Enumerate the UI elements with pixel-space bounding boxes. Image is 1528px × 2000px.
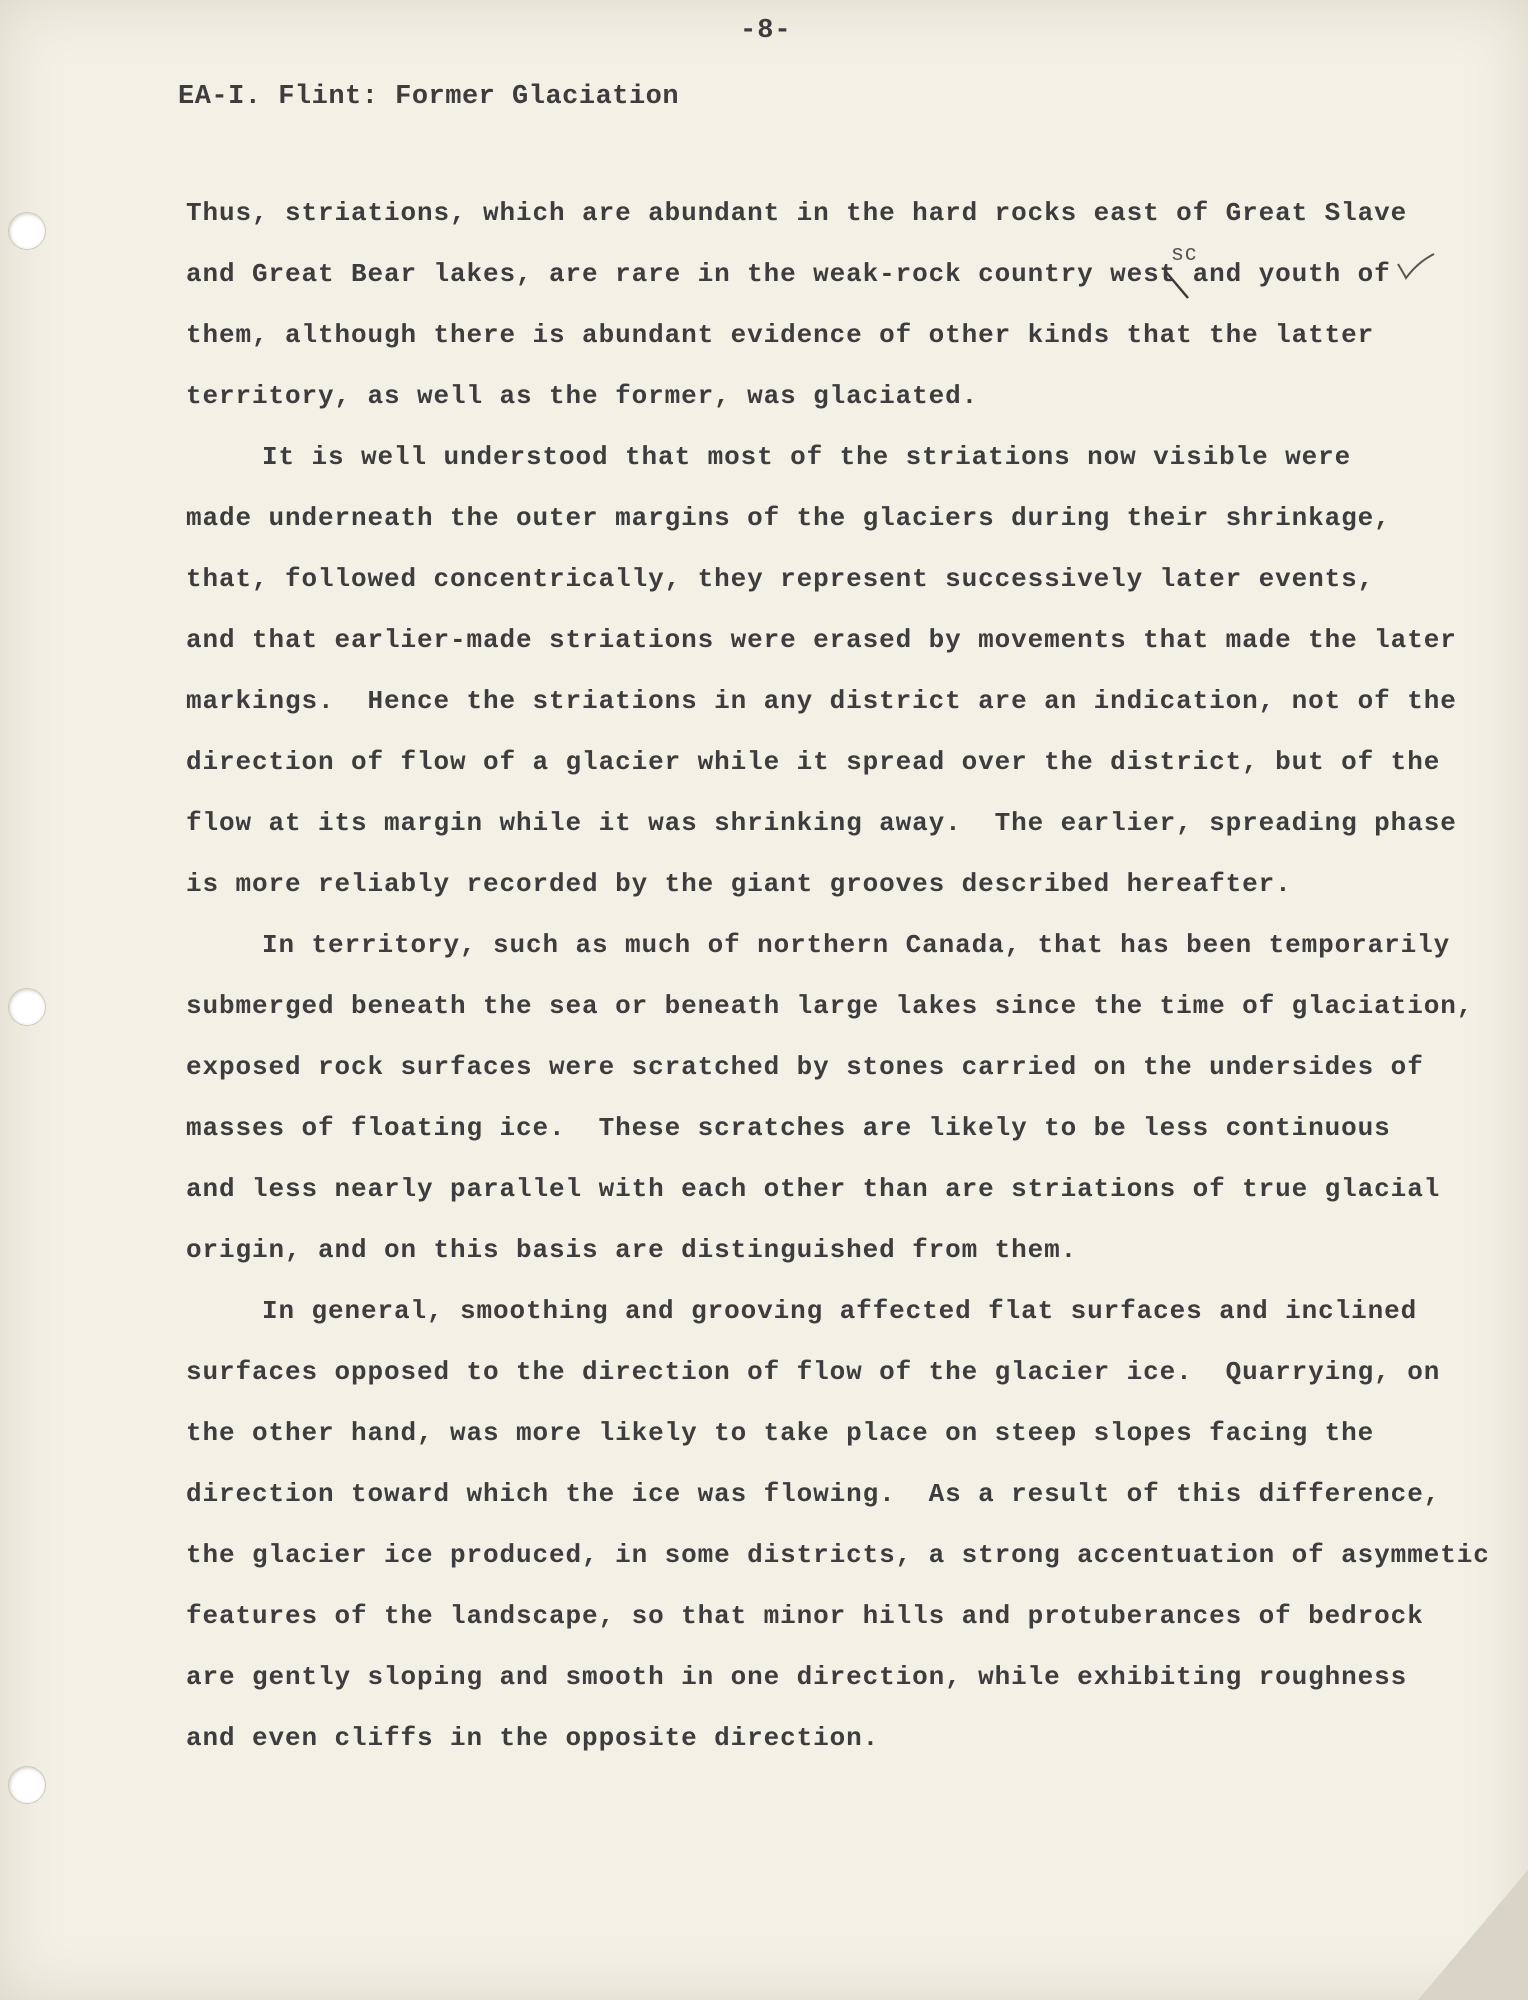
text-line: and Great Bear lakes, are rare in the weak-rock country west and youth of <box>186 259 1391 289</box>
text-line: markings. Hence the striations in any district are an indication, not of the <box>186 686 1457 716</box>
text-line: and that earlier-made striations were erased by movements that made the later <box>186 625 1457 655</box>
checkmark-icon <box>1396 252 1436 282</box>
handwritten-insertion: sc <box>1172 240 1198 265</box>
text-line: Thus, striations, which are abundant in the hard rocks east of Great Slave <box>186 198 1408 228</box>
text-line: features of the landscape, so that minor hills and protuberances of bedrock <box>186 1601 1424 1631</box>
text-line: territory, as well as the former, was glaciated. <box>186 381 979 411</box>
text-line: them, although there is abundant evidence of other kinds that the latter <box>186 320 1375 350</box>
text-line: made underneath the outer margins of the glaciers during their shrinkage, <box>186 503 1391 533</box>
text-line: flow at its margin while it was shrinking away. The earlier, spreading phase <box>186 808 1457 838</box>
text-line: submerged beneath the sea or beneath large lakes since the time of glaciation, <box>186 991 1474 1021</box>
text-line: are gently sloping and smooth in one direction, while exhibiting roughness <box>186 1662 1408 1692</box>
text-line: exposed rock surfaces were scratched by stones carried on the undersides of <box>186 1052 1424 1082</box>
text-line: the other hand, was more likely to take place on steep slopes facing the <box>186 1418 1375 1448</box>
text-line: It is well understood that most of the striations now visible were <box>262 442 1352 472</box>
punch-hole <box>8 988 46 1026</box>
text-line: masses of floating ice. These scratches are likely to be less continuous <box>186 1113 1391 1143</box>
punch-hole <box>8 212 46 250</box>
text-line: direction toward which the ice was flowing. As a result of this difference, <box>186 1479 1441 1509</box>
text-line: is more reliably recorded by the giant grooves described hereafter. <box>186 869 1292 899</box>
text-line: origin, and on this basis are distinguished from them. <box>186 1235 1078 1265</box>
text-line: In territory, such as much of northern Canada, that has been temporarily <box>262 930 1451 960</box>
page-corner-curl <box>1418 1870 1528 2000</box>
page-number: -8- <box>740 16 792 46</box>
punch-hole <box>8 1766 46 1804</box>
text-line: and even cliffs in the opposite direction. <box>186 1723 880 1753</box>
text-line: direction of flow of a glacier while it spread over the district, but of the <box>186 747 1441 777</box>
text-line: the glacier ice produced, in some districts, a strong accentuation of asymmetic <box>186 1540 1490 1570</box>
text-line: In general, smoothing and grooving affected flat surfaces and inclined <box>262 1296 1418 1326</box>
text-line: surfaces opposed to the direction of flow of the glacier ice. Quarrying, on <box>186 1357 1441 1387</box>
running-head: EA-I. Flint: Former Glaciation <box>178 82 680 112</box>
text-line: and less nearly parallel with each other than are striations of true glacial <box>186 1174 1441 1204</box>
text-line: that, followed concentrically, they represent successively later events, <box>186 564 1375 594</box>
